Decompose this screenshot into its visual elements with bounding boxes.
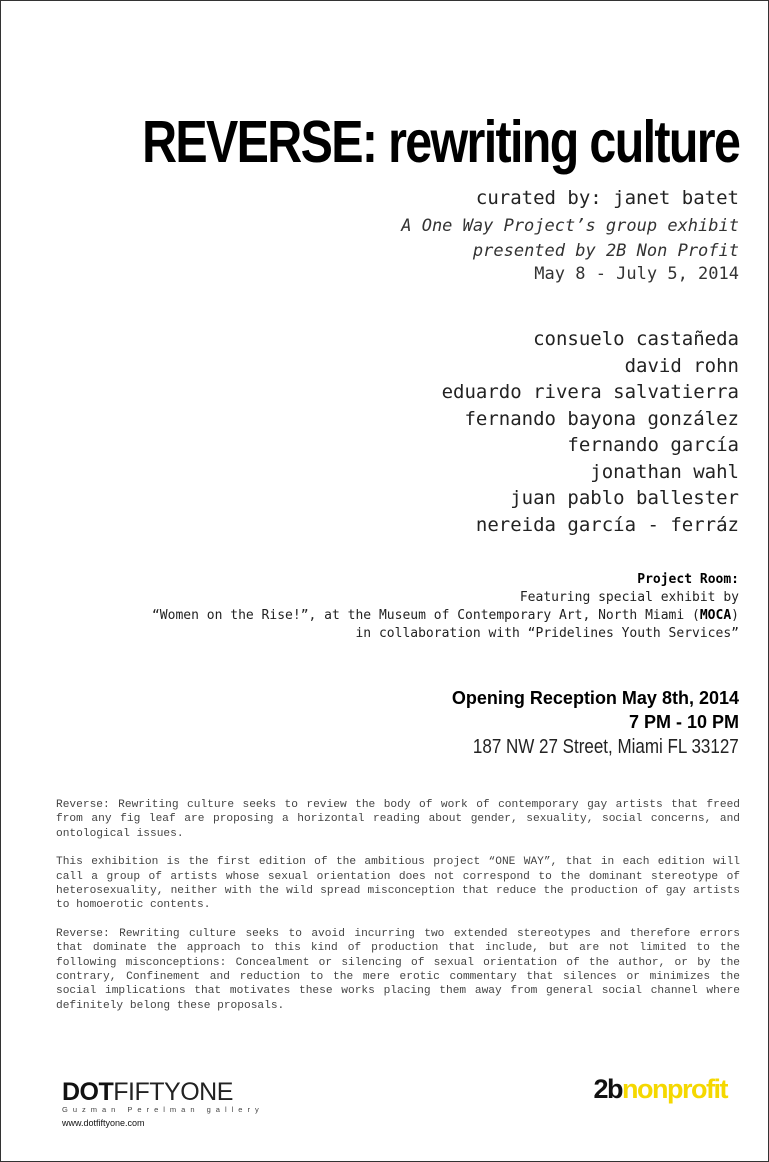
artist-name: david rohn: [624, 354, 739, 377]
fiftyone-word: FIFTYONE: [113, 1078, 233, 1106]
project-room-line: Featuring special exhibit by: [519, 590, 739, 605]
moca-label: MOCA: [699, 608, 732, 623]
2b-nonprofit-logo: [594, 1074, 727, 1105]
exhibit-description: [56, 798, 740, 1027]
subtitle-project: A One Way Project’s group exhibit: [401, 216, 739, 236]
2b-word: 2b: [593, 1074, 623, 1104]
subtitle-presenter: presented by 2B Non Profit: [472, 241, 739, 261]
description-paragraph: This exhibition is the first edition of the ambitious project “ONE WAY”, that in each edition will call a group of artists whose sexual orientation does not correspond to the dominant stereotype of heterosexuality, neither with the wild spread misconception that reduce the production of gay artists to homoerotic contents.: [56, 856, 740, 912]
exhibit-dates: May 8 - July 5, 2014: [534, 264, 739, 284]
project-room-line: [152, 607, 739, 625]
exhibit-title: REVERSE: rewriting culture: [141, 109, 739, 175]
gallery-name: Guzman Perelman gallery: [62, 1105, 264, 1114]
curator-line: curated by: janet batet: [475, 187, 739, 209]
dot-word: DOT: [62, 1078, 114, 1106]
artist-name: juan pablo ballester: [510, 487, 739, 509]
artist-name: consuelo castañeda: [533, 328, 739, 350]
artist-name: nereida garcía - ferráz: [475, 513, 739, 536]
artist-name: fernando garcía: [567, 434, 739, 456]
description-paragraph: Reverse: Rewriting culture seeks to review the body of work of contemporary gay artists that freed from any fig leaf are proposing a horizontal reading about gender, sexuality, social concerns, and ontological issues.: [56, 799, 740, 840]
artist-name: fernando bayona gonzález: [464, 407, 739, 430]
artist-name: eduardo rivera salvatierra: [441, 381, 739, 403]
reception-time: 7 PM - 10 PM: [628, 712, 739, 732]
artist-name: jonathan wahl: [590, 460, 739, 483]
opening-reception: [452, 686, 739, 734]
reception-title: Opening Reception May 8th, 2014: [451, 688, 739, 708]
description-paragraph: Reverse: Rewriting culture seeks to avoid incurring two extended stereotypes and therefore errors that dominate the approach to this kind of production that include, but are not limited to the following misconceptions: Concealment or silencing of sexual orientation of the author, or by the contrary, Confinement and reduction to the mere erotic commentary that silences or minimizes the social implications that motivates these works placing them away from general social channel where definitely belong these proposals.: [56, 927, 740, 1012]
artist-list: [442, 326, 739, 538]
dotfiftyone-logo: [62, 1078, 264, 1128]
project-room-heading: Project Room:: [637, 572, 739, 587]
nonprofit-word: nonprofit: [622, 1074, 727, 1104]
project-room-section: [152, 571, 739, 643]
venue-address: 187 NW 27 Street, Miami FL 33127: [473, 736, 739, 758]
project-room-text: ): [731, 608, 739, 623]
gallery-url[interactable]: www.dotfiftyone.com: [62, 1118, 145, 1128]
project-room-line: in collaboration with “Pridelines Youth Services”: [355, 626, 739, 641]
dotfiftyone-wordmark: [62, 1078, 264, 1107]
project-room-text: “Women on the Rise!”, at the Museum of Contemporary Art, North Miami (: [151, 608, 700, 623]
